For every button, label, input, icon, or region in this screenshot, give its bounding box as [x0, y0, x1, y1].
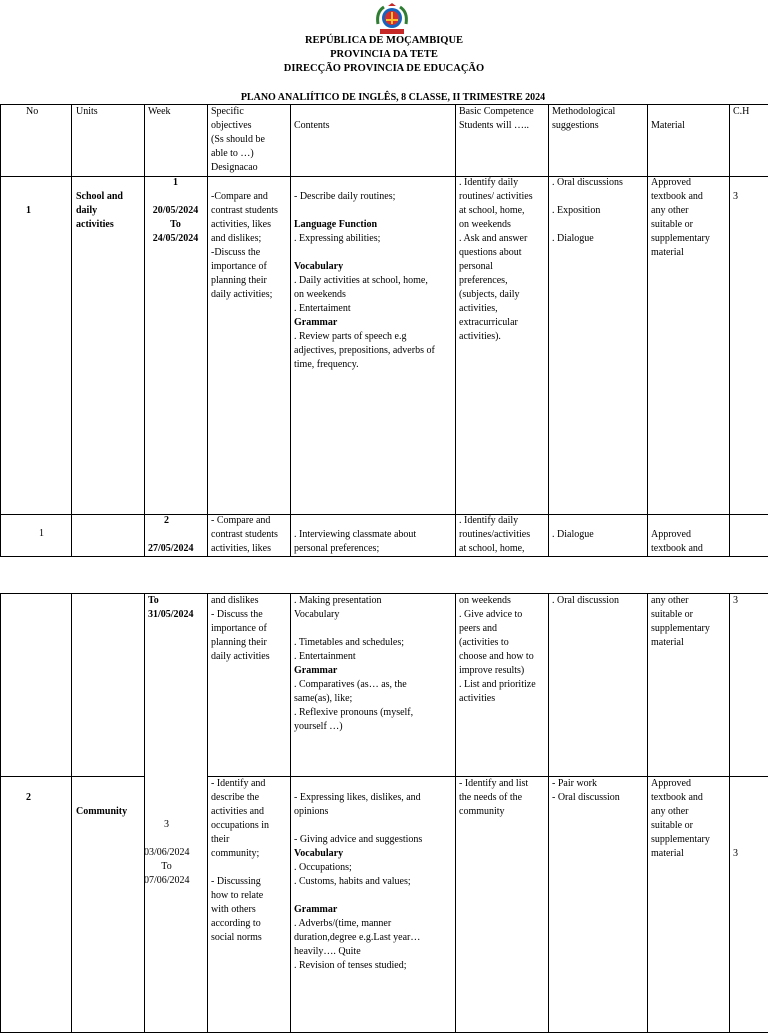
row2-no: 1	[39, 528, 44, 539]
row1-methods: . Oral discussions . Exposition . Dialogue	[552, 177, 623, 244]
row3-vocabulary-heading: Vocabulary	[294, 848, 344, 859]
header-directorate: DIRECÇÃO PROVINCIA DE EDUCAÇÃO	[283, 63, 485, 74]
row2-competence-bottom: on weekends . Give advice to peers and (activities to choose and how to improve results) . List and prioritize activities	[459, 595, 536, 704]
row1-material: Approved textbook and any other suitable or supplementary material	[651, 177, 710, 258]
row1-grammar-heading: Grammar	[294, 317, 338, 328]
row3-competence: - Identify and list the needs of the community	[459, 778, 529, 817]
row2-methods-top: . Dialogue	[552, 529, 594, 540]
row2-objectives-top: - Compare and contrast students activities, likes	[211, 515, 278, 554]
row1-no: 1	[26, 205, 31, 216]
document-title: PLANO ANALIÍTICO DE INGLÊS, 8 CLASSE, II TRIMESTRE 2024	[240, 92, 546, 103]
col-header-no: No	[26, 106, 39, 117]
row1-content-routines: - Describe daily routines;	[294, 191, 396, 202]
col-header-contents: Contents	[294, 120, 330, 131]
row3-vocabulary: . Occupations; . Customs, habits and values;	[294, 862, 411, 887]
row3-ch: 3	[733, 848, 738, 859]
row3-unit: Community	[76, 806, 128, 817]
col-header-objectives: Specific objectives (Ss should be able to …) Designacao	[211, 106, 265, 173]
col-header-ch: C.H	[733, 106, 750, 117]
row2-week-end: To 31/05/2024	[148, 595, 194, 620]
row3-contents: - Expressing likes, dislikes, and opinions - Giving advice and suggestions	[294, 792, 423, 845]
row1-unit: School and daily activities	[76, 191, 123, 230]
row1-ch: 3	[733, 191, 738, 202]
coat-of-arms-emblem	[372, 2, 412, 36]
row2-grammar: . Comparatives (as… as, the same(as), like; . Reflexive pronouns (myself, yourself …)	[294, 679, 414, 732]
row2-objectives-bottom: and dislikes - Discuss the importance of planning their daily activities	[211, 595, 270, 662]
row1-language-function: . Expressing abilities;	[294, 233, 381, 244]
header-province: PROVINCIA DA TETE	[330, 49, 438, 60]
col-header-week: Week	[148, 106, 171, 117]
row1-week-dates: 20/05/2024 To 24/05/2024	[152, 205, 199, 244]
row2-methods-bottom: . Oral discussion	[552, 595, 619, 606]
row1-vocabulary-heading: Vocabulary	[294, 261, 344, 272]
col-header-material: Material	[651, 120, 685, 131]
row3-no: 2	[26, 792, 31, 803]
col-header-methods: Methodological suggestions	[552, 106, 616, 131]
header-republic: REPÚBLICA DE MOÇAMBIQUE	[304, 35, 464, 46]
row1-week-number: 1	[173, 177, 178, 188]
row2-contents-top: . Interviewing classmate about personal preferences;	[294, 529, 417, 554]
row2-week-number: 2	[164, 515, 169, 526]
row3-grammar-heading: Grammar	[294, 904, 338, 915]
row1-language-function-heading: Language Function	[294, 219, 378, 230]
col-header-competence: Basic Competence Students will …..	[459, 106, 534, 131]
row3-material: Approved textbook and any other suitable or supplementary material	[651, 778, 710, 859]
row2-ch: 3	[733, 595, 738, 606]
row2-contents-bottom: . Making presentation Vocabulary . Timetables and schedules; . Entertainment	[294, 595, 404, 662]
row1-objectives: -Compare and contrast students activities, likes and dislikes; -Discuss the importance of planning their daily activities;	[211, 191, 278, 300]
col-header-units: Units	[76, 106, 98, 117]
row3-grammar: . Adverbs/(time, manner duration,degree e.g.Last year… heavily…. Quite . Revision of tenses studied;	[294, 918, 421, 971]
row2-material-bottom: any other suitable or supplementary material	[651, 595, 710, 648]
row2-material-top: Approved textbook and	[651, 529, 703, 554]
row2-week-date: 27/05/2024	[148, 543, 194, 554]
row1-vocabulary: . Daily activities at school, home, on weekends . Entertaiment	[294, 275, 428, 314]
row3-methods: - Pair work - Oral discussion	[552, 778, 620, 803]
row1-grammar: . Review parts of speech e.g adjectives, prepositions, adverbs of time, frequency.	[294, 331, 435, 370]
row1-competence: . Identify daily routines/ activities at school, home, on weekends . Ask and answer questions about personal preferences, (subjects, daily activities, extracurricular activities).	[459, 177, 533, 342]
row3-objectives: - Identify and describe the activities and occupations in their community; - Discussing how to relate with others according to social norms	[211, 778, 270, 943]
row2-grammar-heading: Grammar	[294, 665, 338, 676]
row2-competence-top: . Identify daily routines/activities at school, home,	[459, 515, 531, 554]
row3-week: 3 03/06/2024 To 07/06/2024	[144, 819, 190, 886]
